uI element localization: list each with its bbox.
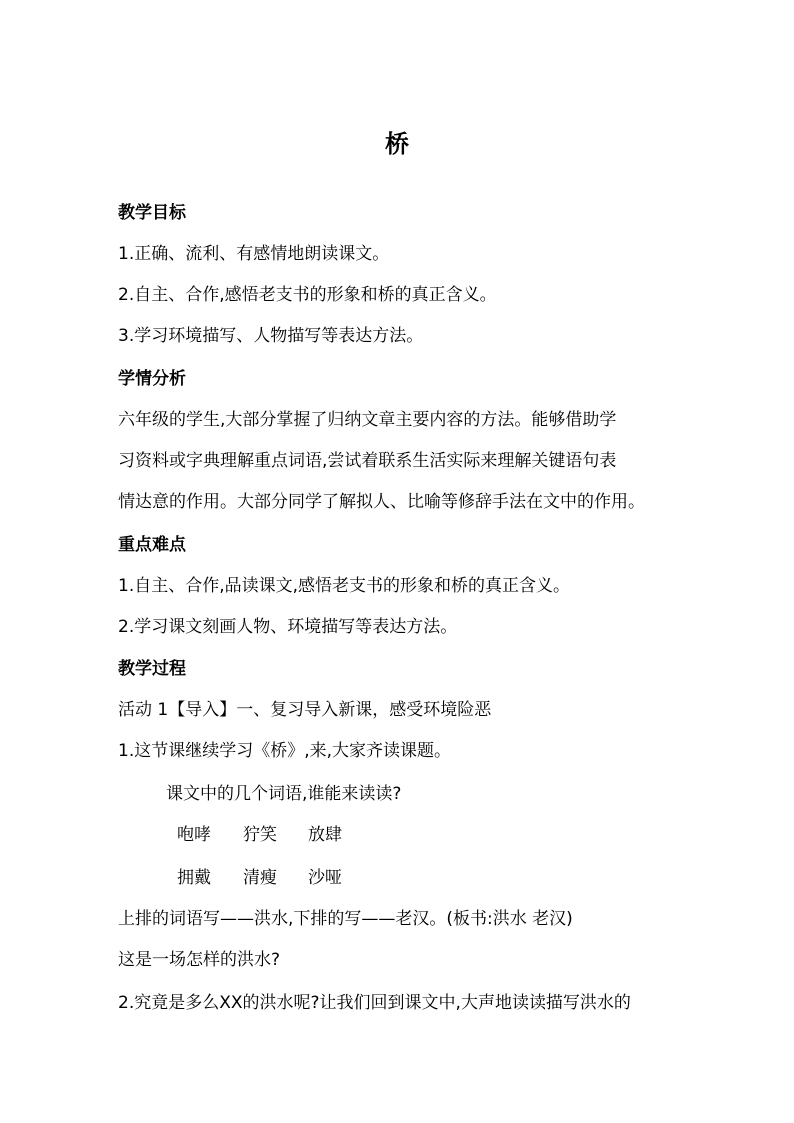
goal-item-1: 1.正确、流利、有感情地朗读课文。	[118, 244, 390, 264]
word-row-2-item-3: 沙哑	[308, 868, 342, 888]
key-point-item-2: 2.学习课文刻画人物、环境描写等表达方法。	[118, 617, 458, 637]
page-title: 桥	[385, 130, 409, 158]
step-1-line: 1.这节课继续学习《桥》,来,大家齐读课题。	[118, 741, 452, 761]
word-row-1-item-3: 放肆	[308, 825, 342, 845]
question-line: 这是一场怎样的洪水?	[118, 950, 281, 970]
activity-line: 活动 1【导入】一、复习导入新课，感受环境险恶	[118, 700, 492, 720]
step-2-line: 2.究竟是多么XX的洪水呢?让我们回到课文中,大声地读读描写洪水的	[118, 993, 631, 1013]
word-row-2-item-1: 拥戴	[177, 868, 211, 888]
board-line: 上排的词语写——洪水,下排的写——老汉。(板书:洪水 老汉)	[118, 909, 573, 929]
word-row-1-item-2: 狞笑	[243, 825, 277, 845]
key-points-heading: 重点难点	[118, 535, 186, 555]
analysis-line-1: 六年级的学生,大部分掌握了归纳文章主要内容的方法。能够借助学	[118, 410, 617, 430]
analysis-line-3: 情达意的作用。大部分同学了解拟人、比喻等修辞手法在文中的作用。	[118, 492, 645, 512]
goal-item-3: 3.学习环境描写、人物描写等表达方法。	[118, 326, 424, 346]
prompt-line: 课文中的几个词语,谁能来读读?	[166, 784, 402, 804]
goals-heading: 教学目标	[118, 203, 186, 223]
key-point-item-1: 1.自主、合作,品读课文,感悟老支书的形象和桥的真正含义。	[118, 576, 571, 596]
analysis-line-2: 习资料或字典理解重点词语,尝试着联系生活实际来理解关键语句表	[118, 451, 617, 471]
process-heading: 教学过程	[118, 659, 186, 679]
word-row-1-item-1: 咆哮	[177, 825, 211, 845]
word-row-2-item-2: 清瘦	[243, 868, 277, 888]
analysis-heading: 学情分析	[118, 369, 186, 389]
goal-item-2: 2.自主、合作,感悟老支书的形象和桥的真正含义。	[118, 285, 497, 305]
